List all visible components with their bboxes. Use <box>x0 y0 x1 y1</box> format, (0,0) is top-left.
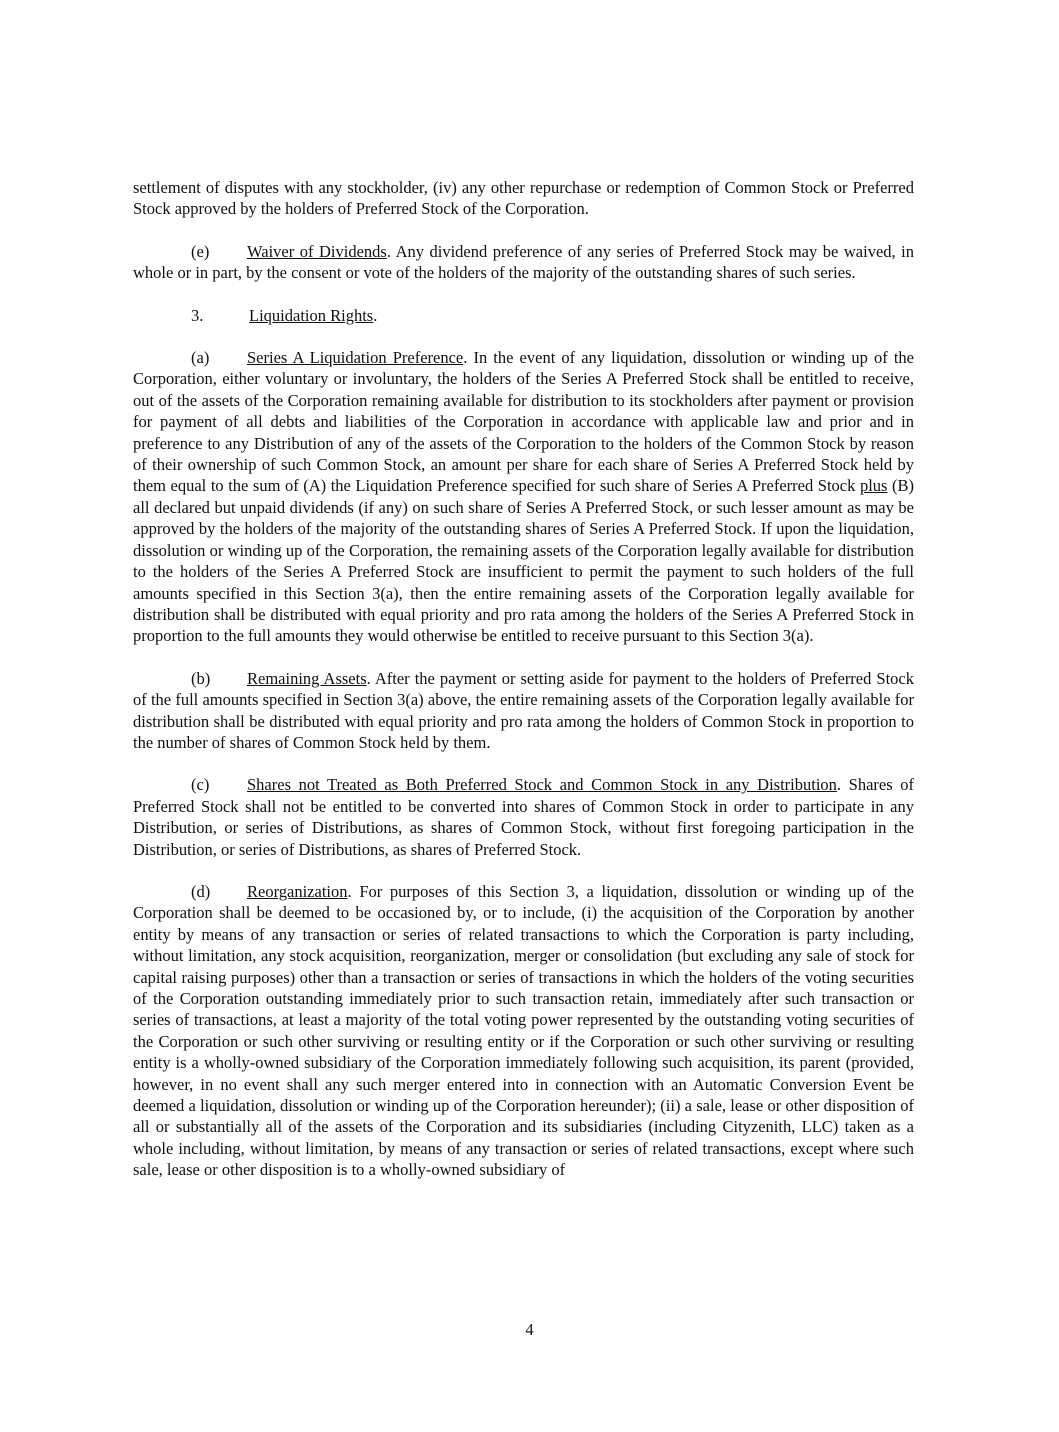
section-3b-title: Remaining Assets <box>247 668 367 688</box>
section-3a-text-part1: . In the event of any liquidation, dissolution or winding up of the Corporation, either voluntary or involuntary, the holders of the Series A Preferred Stock shall be entitled to receive, out of the assets of the Corporation remaining available for distribution to its stockholders after payment or provision for payment of all debts and liabilities of the Corporation in accordance with applicable law and prior and in preference to any Distribution of any of the assets of the Corporation to the holders of the Common Stock by reason of their ownership of such Common Stock, an amount per share for each share of Series A Preferred Stock held by them equal to the sum of (A) the Liquidation Preference specified for such share of Series A Preferred Stock <box>133 348 915 496</box>
section-3c-paragraph <box>133 774 914 860</box>
section-2e-marker: (e) <box>191 241 210 261</box>
section-3a-paragraph <box>133 347 914 647</box>
document-body <box>133 177 914 1202</box>
section-3c-marker: (c) <box>191 775 210 795</box>
section-3a-marker: (a) <box>191 348 210 368</box>
section-3c-text: . Shares of Preferred Stock shall not be entitled to be converted into shares of Common Stock in order to participate in any Distribution, or series of Distributions, as shares of Common Stock, without first foregoing participation in the Distribution, or series of Distributions, as shares of Preferred Stock. <box>133 775 914 859</box>
section-3b-paragraph <box>133 668 914 754</box>
section-2e-paragraph <box>133 241 914 284</box>
section-2e-text: . Any dividend preference of any series of Preferred Stock may be waived, in whole or in part, by the consent or vote of the holders of the majority of the outstanding shares of such series. <box>133 241 914 283</box>
section-3b-marker: (b) <box>191 668 211 688</box>
section-3a-title: Series A Liquidation Preference <box>247 348 464 368</box>
section-3d-paragraph <box>133 881 914 1181</box>
section-3a-text-part2: (B) all declared but unpaid dividends (if any) on such share of Series A Preferred Stock, or such lesser amount as may be approved by the holders of the majority of the outstanding shares of Series A Preferred Stock. If upon the liquidation, dissolution or winding up of the Corporation, the remaining assets of the Corporation legally available for distribution to the holders of the Series A Preferred Stock are insufficient to permit the payment to such holders of the full amounts specified in this Section 3(a), then the entire remaining assets of the Corporation legally available for distribution shall be distributed with equal priority and pro rata among the holders of the Series A Preferred Stock in proportion to the full amounts they would otherwise be entitled to receive pursuant to this Section 3(a). <box>133 476 914 646</box>
section-3-heading <box>133 305 914 326</box>
section-3d-marker: (d) <box>191 881 211 901</box>
section-2e-title: Waiver of Dividends <box>247 241 387 261</box>
section-3-title: Liquidation Rights <box>249 305 374 325</box>
section-3d-text: . For purposes of this Section 3, a liquidation, dissolution or winding up of the Corporation shall be deemed to be occasioned by, or to include, (i) the acquisition of the Corporation by another entity by means of any transaction or series of related transactions to which the Corporation is party including, without limitation, any stock acquisition, reorganization, merger or consolidation (but excluding any sale of stock for capital raising purposes) other than a transaction or series of transactions in which the holders of the voting securities of the Corporation outstanding immediately prior to such transaction retain, immediately after such transaction or series of transactions, at least a majority of the total voting power represented by the outstanding voting securities of the Corporation or such other surviving or resulting entity or if the Corporation or such other surviving or resulting entity is a wholly-owned subsidiary of the Corporation immediately following such acquisition, its parent (provided, however, in no event shall any such merger entered into in connection with an Automatic Conversion Event be deemed a liquidation, dissolution or winding up of the Corporation hereunder); (ii) a sale, lease or other disposition of all or substantially all of the assets of the Corporation and its subsidiaries (including Cityzenith, LLC) taken as a whole including, without limitation, by means of any transaction or series of related transactions, except where such sale, lease or other disposition is to a wholly-owned subsidiary of <box>133 881 914 1180</box>
page-number: 4 <box>525 1320 534 1339</box>
section-3a-plus: plus <box>859 476 888 496</box>
section-3b-text: . After the payment or setting aside for payment to the holders of Preferred Stock of the full amounts specified in Section 3(a) above, the entire remaining assets of the Corporation legally available for distribution shall be distributed with equal priority and pro rata among the holders of Common Stock in proportion to the number of shares of Common Stock held by them. <box>133 668 914 752</box>
section-3-title-suffix: . <box>373 305 378 325</box>
continuation-text: settlement of disputes with any stockholder, (iv) any other repurchase or redemption of Common Stock or Preferred Stock approved by the holders of Preferred Stock of the Corporation. <box>133 178 914 219</box>
section-3-number: 3. <box>191 305 204 325</box>
section-3c-title: Shares not Treated as Both Preferred Stock and Common Stock in any Distribution <box>247 775 837 795</box>
section-3d-title: Reorganization <box>247 881 348 901</box>
continuation-paragraph <box>133 177 914 220</box>
